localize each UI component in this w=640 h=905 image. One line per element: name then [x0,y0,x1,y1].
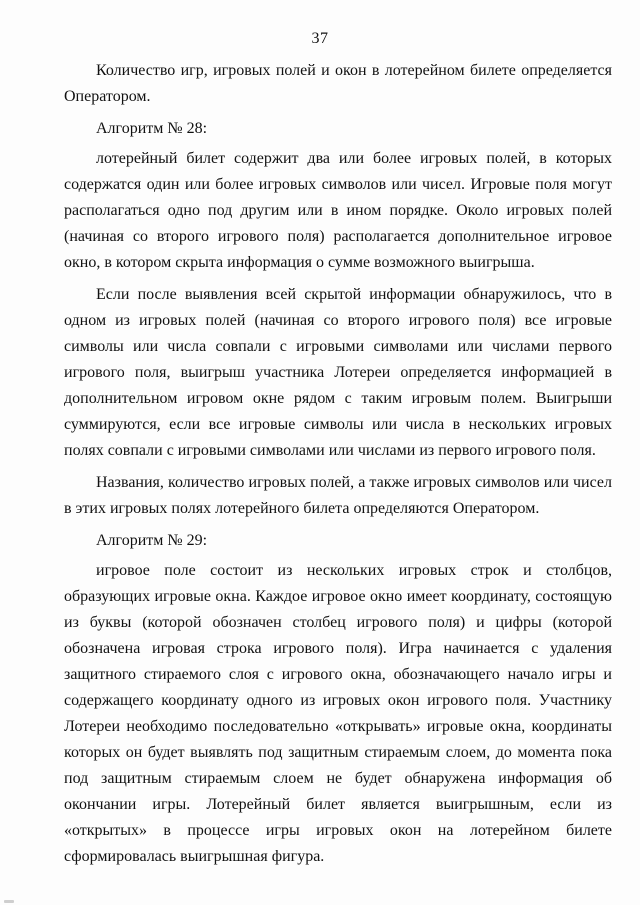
paragraph-algorithm-29-description: игровое поле состоит из нескольких игровых строк и столбцов, образующих игровые окна. Каждое игровое окно имеет координату, состоящую из буквы (которой обозначен столбец игрового поля) и цифры (которой обозначена игровая строка игрового поля). Игра начинается с удаления защитного стираемого слоя с игрового окна, обозначающего начало игры и содержащего координату одного из игровых окон игрового поля. Участнику Лотереи необходимо последовательно «открывать» игровые окна, координаты которых он будет выявлять под защитным стираемым слоем, до момента пока под защитным стираемым слоем не будет обнаружена информация об окончании игры. Лотерейный билет является выигрышным, если из «открытых» в процессе игры игровых окон на лотерейном билете сформировалась выигрышная фигура. [64,562,612,865]
algorithm-29-heading: Алгоритм № 29: [96,532,208,549]
paragraph-operator-count: Количество игр, игровых полей и окон в лотерейном билете определяется Оператором. [64,62,612,105]
paragraph-algorithm-28-names: Названия, количество игровых полей, а также игровых символов или чисел в этих игровых полях лотерейного билета определяются Оператором. [64,474,612,517]
scan-artifact [4,900,14,903]
paragraph-algorithm-28-win-rules: Если после выявления всей скрытой информации обнаружилось, что в одном из игровых полей (начиная со второго игрового поля) все игровые символы или числа совпали с игровыми символами или числами первого игрового поля, выигрыш участника Лотереи определяется информацией в дополнительном игровом окне рядом с таким игровым полем. Выигрыши суммируются, если все игровые символы или числа в нескольких игровых полях совпали с игровыми символами или числами из первого игрового поля. [64,286,612,459]
paragraph-algorithm-28-description: лотерейный билет содержит два или более игровых полей, в которых содержатся один или более игровых символов или чисел. Игровые поля могут располагаться одно под другим или в ином порядке. Около игровых полей (начиная со второго игрового поля) располагается дополнительное игровое окно, в котором скрыта информация о сумме возможного выигрыша. [64,150,612,271]
body-text [64,58,612,876]
page-number: 37 [311,30,329,47]
algorithm-28-heading: Алгоритм № 28: [96,120,208,137]
